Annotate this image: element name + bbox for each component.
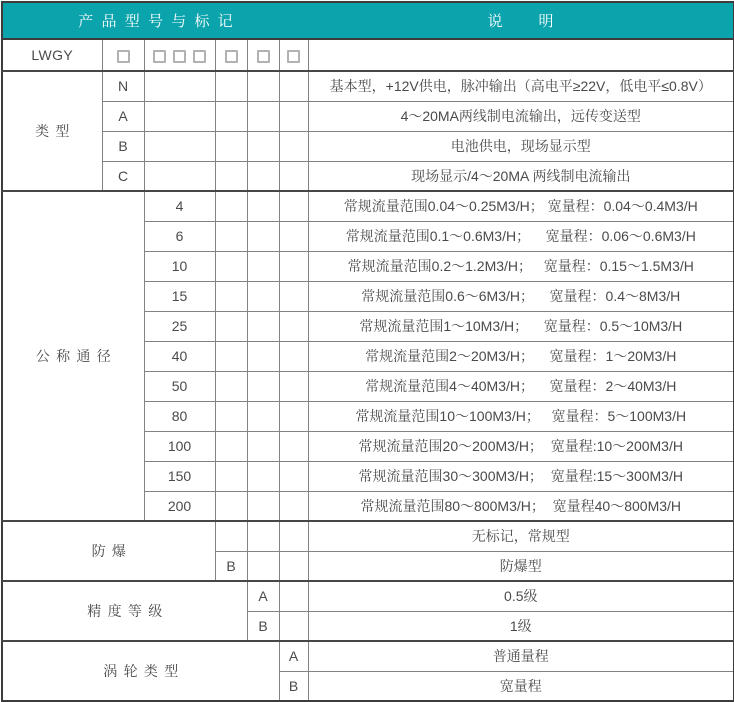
accuracy-description: 1级 bbox=[308, 611, 734, 641]
diameter-code: 25 bbox=[144, 311, 215, 341]
empty-cell bbox=[247, 401, 279, 431]
empty-cell bbox=[247, 461, 279, 491]
table-row bbox=[2, 131, 734, 161]
empty-cell bbox=[215, 251, 247, 281]
table-row bbox=[2, 191, 734, 221]
diameter-code: 80 bbox=[144, 401, 215, 431]
empty-cell bbox=[279, 401, 308, 431]
placeholder-box-icon bbox=[225, 50, 238, 63]
empty-cell bbox=[215, 161, 247, 191]
empty-cell bbox=[279, 251, 308, 281]
empty-cell bbox=[279, 161, 308, 191]
diameter-code: 50 bbox=[144, 371, 215, 401]
empty-cell bbox=[144, 131, 215, 161]
model-code: LWGY bbox=[2, 39, 102, 71]
header-description: 说明 bbox=[308, 2, 734, 39]
diameter-description: 常规流量范围0.04～0.25M3/H； 宽量程：0.04～0.4M3/H bbox=[308, 191, 734, 221]
empty-cell bbox=[144, 161, 215, 191]
turbine-code: B bbox=[279, 671, 308, 701]
header-product-model: 产品型号与标记 bbox=[2, 2, 308, 39]
section-label-turbine-type: 涡轮类型 bbox=[2, 641, 279, 701]
product-model-table bbox=[1, 1, 734, 702]
diameter-code: 100 bbox=[144, 431, 215, 461]
empty-cell bbox=[215, 221, 247, 251]
diameter-description: 常规流量范围0.1～0.6M3/H； 宽量程：0.06～0.6M3/H bbox=[308, 221, 734, 251]
diameter-code: 200 bbox=[144, 491, 215, 521]
table-row bbox=[2, 521, 734, 551]
header-row bbox=[2, 2, 734, 39]
diameter-code: 150 bbox=[144, 461, 215, 491]
empty-cell bbox=[279, 551, 308, 581]
empty-cell bbox=[279, 611, 308, 641]
diameter-code: 15 bbox=[144, 281, 215, 311]
empty-cell bbox=[215, 101, 247, 131]
turbine-description: 普通量程 bbox=[308, 641, 734, 671]
empty-cell bbox=[144, 101, 215, 131]
empty-cell bbox=[279, 341, 308, 371]
diameter-description: 常规流量范围2～20M3/H； 宽量程：1～20M3/H bbox=[308, 341, 734, 371]
diameter-description: 常规流量范围20～200M3/H； 宽量程:10～200M3/H bbox=[308, 431, 734, 461]
type-code: C bbox=[102, 161, 144, 191]
empty-cell bbox=[247, 491, 279, 521]
explosion-code bbox=[215, 521, 247, 551]
diameter-description: 常规流量范围0.2～1.2M3/H； 宽量程：0.15～1.5M3/H bbox=[308, 251, 734, 281]
explosion-description: 无标记，常规型 bbox=[308, 521, 734, 551]
table-row bbox=[2, 71, 734, 101]
turbine-description: 宽量程 bbox=[308, 671, 734, 701]
diameter-code: 6 bbox=[144, 221, 215, 251]
section-label-explosion-proof: 防爆 bbox=[2, 521, 215, 581]
empty-cell bbox=[247, 131, 279, 161]
empty-cell bbox=[279, 581, 308, 611]
accuracy-code: B bbox=[247, 611, 279, 641]
empty-cell bbox=[279, 131, 308, 161]
type-description: 电池供电，现场显示型 bbox=[308, 131, 734, 161]
empty-cell bbox=[247, 371, 279, 401]
empty-cell bbox=[247, 551, 279, 581]
diameter-description: 常规流量范围10～100M3/H； 宽量程：5～100M3/H bbox=[308, 401, 734, 431]
empty-cell bbox=[215, 371, 247, 401]
empty-cell bbox=[247, 311, 279, 341]
type-code: N bbox=[102, 71, 144, 101]
empty-cell bbox=[279, 461, 308, 491]
placeholder-box-icon bbox=[257, 50, 270, 63]
section-label-accuracy: 精度等级 bbox=[2, 581, 247, 641]
placeholder-box-icon bbox=[287, 50, 300, 63]
type-description: 现场显示/4～20MA 两线制电流输出 bbox=[308, 161, 734, 191]
placeholder-box-icon bbox=[193, 50, 206, 63]
diameter-code: 4 bbox=[144, 191, 215, 221]
model-box-cell bbox=[102, 39, 144, 71]
empty-cell bbox=[215, 461, 247, 491]
diameter-description: 常规流量范围80～800M3/H； 宽量程40～800M3/H bbox=[308, 491, 734, 521]
empty-cell bbox=[247, 191, 279, 221]
explosion-code: B bbox=[215, 551, 247, 581]
placeholder-box-icon bbox=[173, 50, 186, 63]
accuracy-code: A bbox=[247, 581, 279, 611]
empty-cell bbox=[247, 221, 279, 251]
empty-cell bbox=[215, 311, 247, 341]
empty-cell bbox=[247, 521, 279, 551]
accuracy-description: 0.5级 bbox=[308, 581, 734, 611]
empty-cell bbox=[279, 221, 308, 251]
empty-cell bbox=[215, 281, 247, 311]
explosion-description: 防爆型 bbox=[308, 551, 734, 581]
empty-cell bbox=[215, 491, 247, 521]
empty-cell bbox=[247, 161, 279, 191]
empty-cell bbox=[247, 431, 279, 461]
type-description: 4～20MA两线制电流输出，远传变送型 bbox=[308, 101, 734, 131]
diameter-description: 常规流量范围1～10M3/H； 宽量程：0.5～10M3/H bbox=[308, 311, 734, 341]
table-row bbox=[2, 101, 734, 131]
type-description: 基本型，+12V供电，脉冲输出（高电平≥22V，低电平≤0.8V） bbox=[308, 71, 734, 101]
empty-cell bbox=[215, 431, 247, 461]
diameter-description: 常规流量范围4～40M3/H； 宽量程：2～40M3/H bbox=[308, 371, 734, 401]
empty-cell bbox=[215, 341, 247, 371]
section-label-type: 类型 bbox=[2, 71, 102, 191]
diameter-code: 10 bbox=[144, 251, 215, 281]
empty-cell bbox=[215, 401, 247, 431]
model-box-cell bbox=[215, 39, 247, 71]
section-label-diameter: 公称通径 bbox=[2, 191, 144, 521]
model-description bbox=[308, 39, 734, 71]
empty-cell bbox=[279, 521, 308, 551]
model-box-cell bbox=[279, 39, 308, 71]
table-row bbox=[2, 641, 734, 671]
model-row bbox=[2, 39, 734, 71]
empty-cell bbox=[144, 71, 215, 101]
placeholder-box-icon bbox=[117, 50, 130, 63]
type-code: A bbox=[102, 101, 144, 131]
placeholder-box-icon bbox=[153, 50, 166, 63]
table-row bbox=[2, 161, 734, 191]
empty-cell bbox=[279, 371, 308, 401]
model-box-cell bbox=[144, 39, 215, 71]
model-box-cell bbox=[247, 39, 279, 71]
diameter-code: 40 bbox=[144, 341, 215, 371]
table-row bbox=[2, 581, 734, 611]
empty-cell bbox=[279, 101, 308, 131]
empty-cell bbox=[247, 281, 279, 311]
empty-cell bbox=[215, 191, 247, 221]
empty-cell bbox=[279, 431, 308, 461]
empty-cell bbox=[215, 71, 247, 101]
empty-cell bbox=[215, 131, 247, 161]
empty-cell bbox=[279, 71, 308, 101]
empty-cell bbox=[279, 281, 308, 311]
empty-cell bbox=[279, 191, 308, 221]
diameter-description: 常规流量范围30～300M3/H； 宽量程:15～300M3/H bbox=[308, 461, 734, 491]
turbine-code: A bbox=[279, 641, 308, 671]
empty-cell bbox=[279, 311, 308, 341]
diameter-description: 常规流量范围0.6～6M3/H； 宽量程：0.4～8M3/H bbox=[308, 281, 734, 311]
empty-cell bbox=[247, 341, 279, 371]
empty-cell bbox=[247, 101, 279, 131]
type-code: B bbox=[102, 131, 144, 161]
empty-cell bbox=[247, 251, 279, 281]
empty-cell bbox=[247, 71, 279, 101]
empty-cell bbox=[279, 491, 308, 521]
